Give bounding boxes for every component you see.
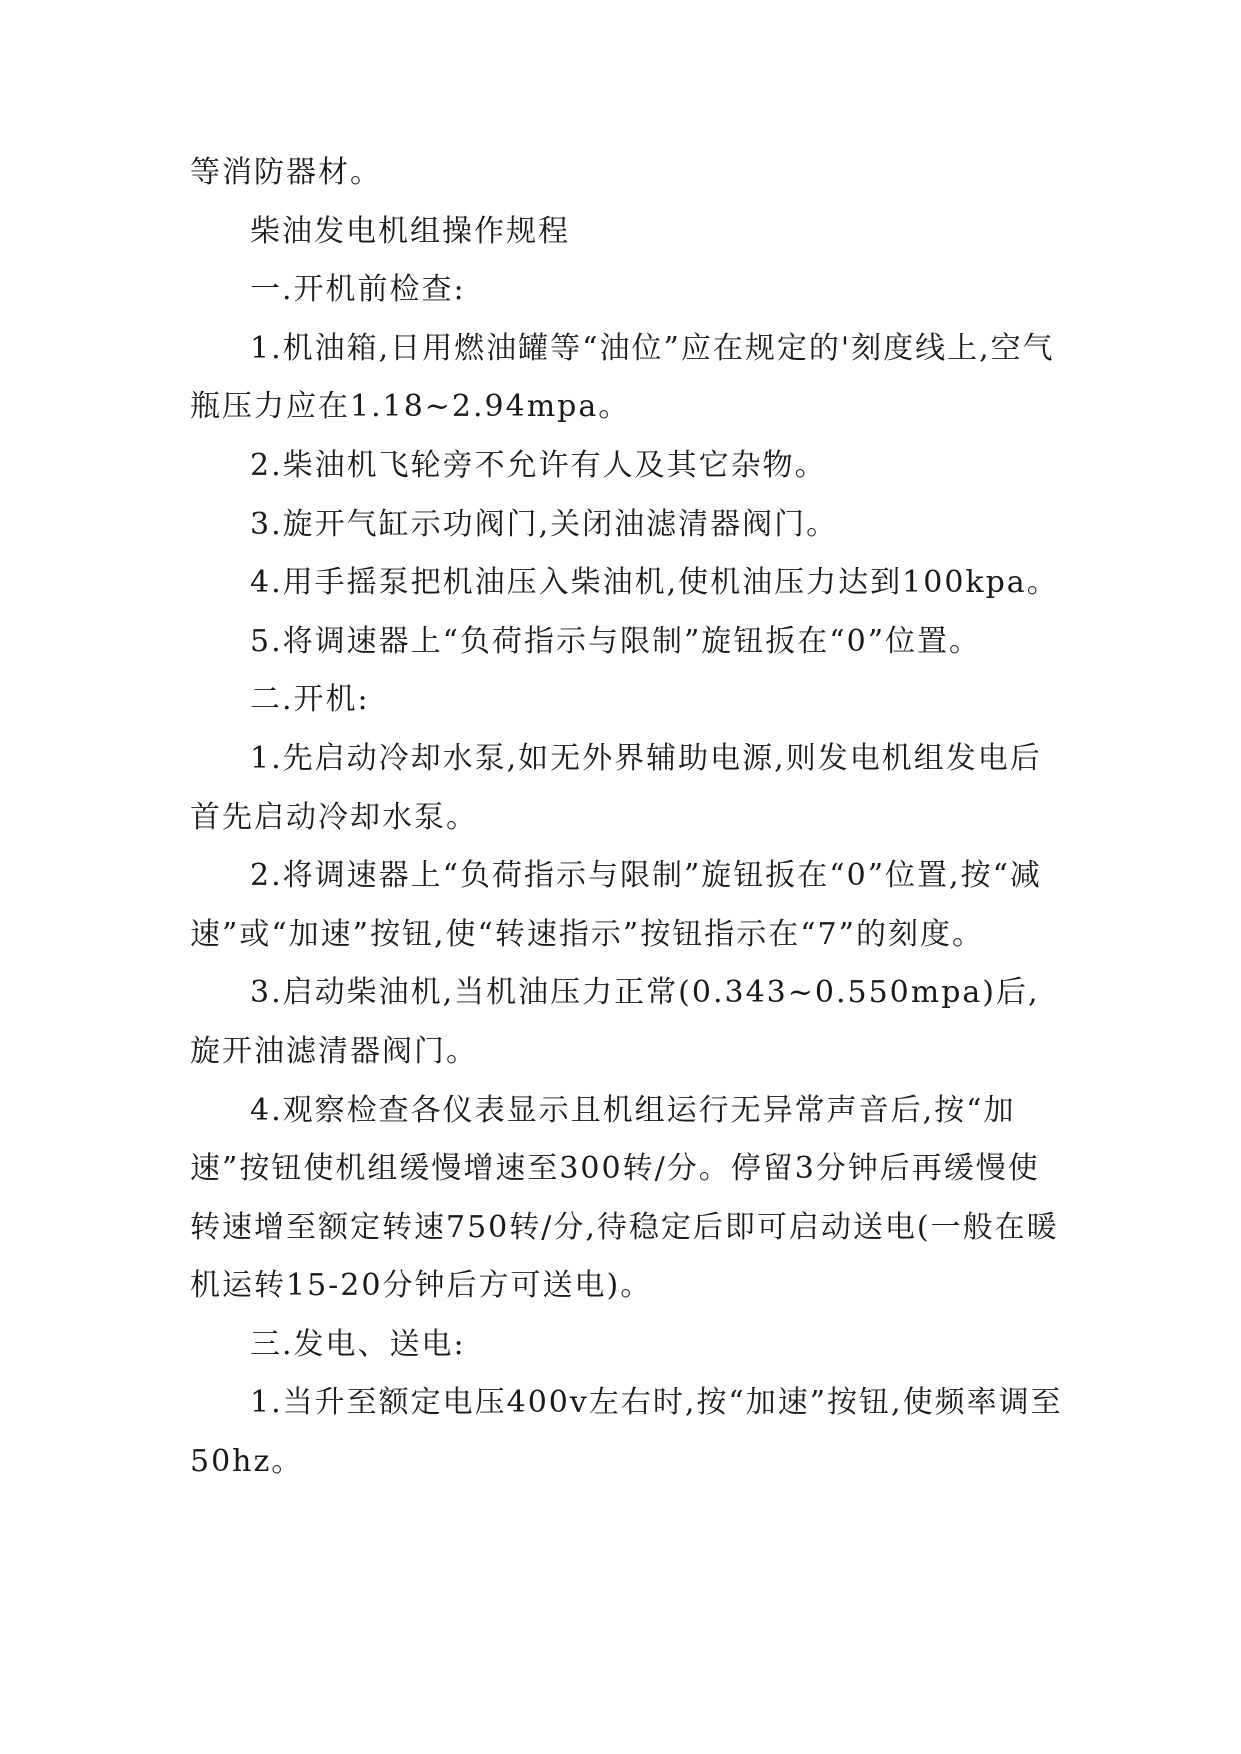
section-title: 柴油发电机组操作规程 <box>250 213 570 249</box>
heading-start: 二.开机: <box>250 682 370 718</box>
paragraph-item: 5.将调速器上“负荷指示与限制”旋钮扳在“0”位置。 <box>250 623 982 659</box>
paragraph-item: 4.观察检查各仪表显示且机组运行无异常声音后,按“加速”按钮使机组缓慢增速至300转/分。停留3分钟后再缓慢使转速增至额定转速750转/分,待稳定后即可启动送电(一般在暖机运转15-20分钟后方可送电)。 <box>190 1092 1059 1304</box>
paragraph-item: 2.柴油机飞轮旁不允许有人及其它杂物。 <box>250 447 827 483</box>
paragraph-item: 1.机油箱,日用燃油罐等“油位”应在规定的'刻度线上,空气瓶压力应在1.18~2.94mpa。 <box>190 330 1055 425</box>
heading-power-generation: 三.发电、送电: <box>250 1326 466 1362</box>
paragraph-continuation: 等消防器材。 <box>190 155 382 190</box>
paragraph-item: 2.将调速器上“负荷指示与限制”旋钮扳在“0”位置,按“减速”或“加速”按钮,使“转速指示”按钮指示在“7”的刻度。 <box>190 858 1042 952</box>
paragraph-item: 4.用手摇泵把机油压入柴油机,使机油压力达到100kpa。 <box>250 565 1059 601</box>
document-body <box>190 144 1070 1492</box>
paragraph-item: 3.启动柴油机,当机油压力正常(0.343~0.550mpa)后,旋开油滤清器阀门。 <box>190 975 1040 1069</box>
paragraph-item: 1.当升至额定电压400v左右时,按“加速”按钮,使频率调至50hz。 <box>190 1385 1063 1480</box>
paragraph-item: 1.先启动冷却水泵,如无外界辅助电源,则发电机组发电后首先启动冷却水泵。 <box>190 740 1042 835</box>
paragraph-item: 3.旋开气缸示功阀门,关闭油滤清器阀门。 <box>250 506 839 542</box>
heading-pre-start-check: 一.开机前检查: <box>250 272 466 308</box>
